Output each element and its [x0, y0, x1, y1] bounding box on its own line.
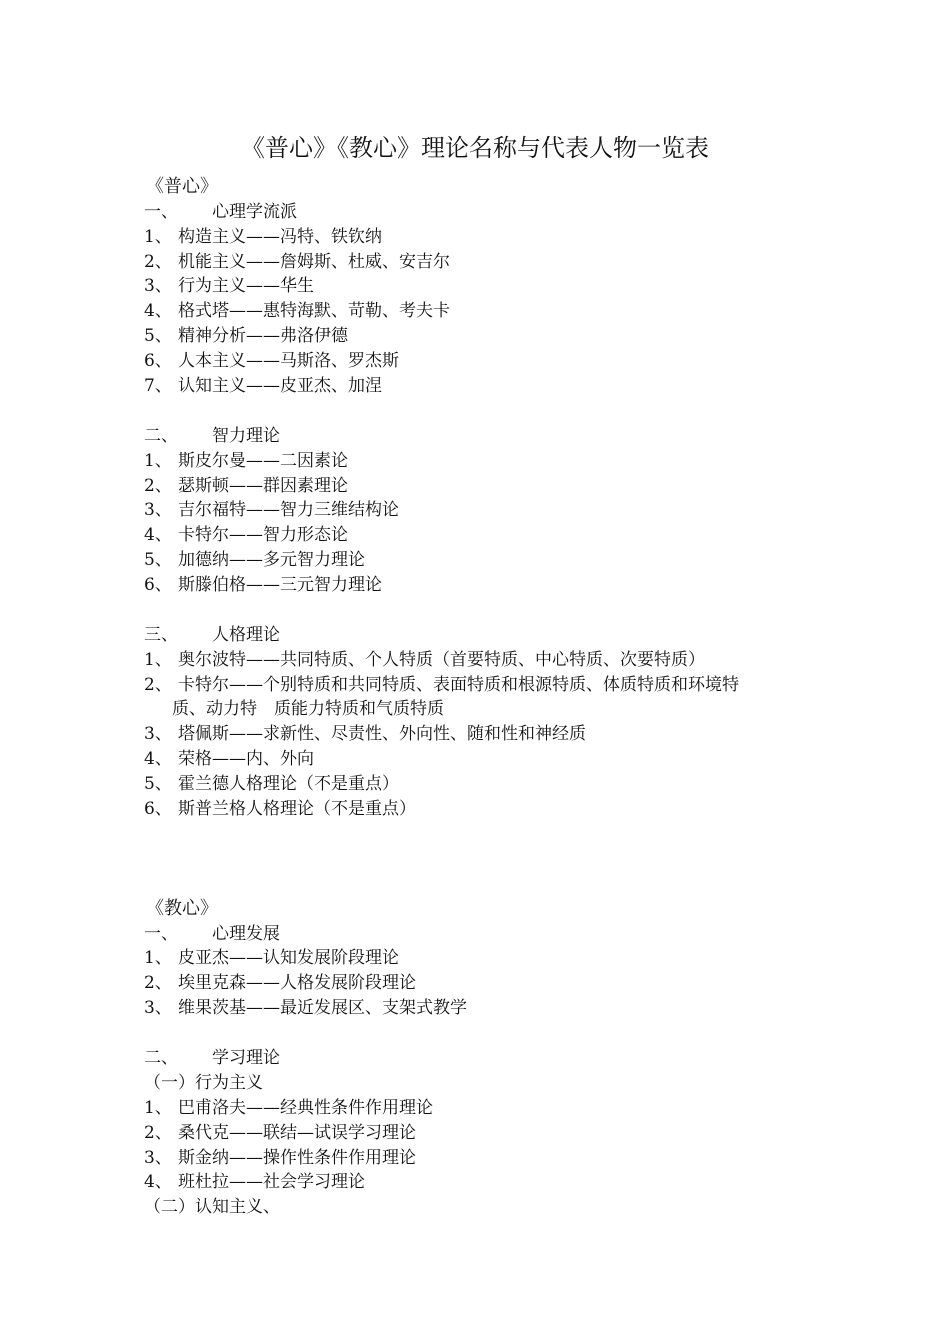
- subsection-heading: （二）认知主义、: [144, 1197, 280, 1217]
- section-heading: 一、 心理发展: [144, 924, 280, 944]
- list-item: 3、 吉尔福特——智力三维结构论: [144, 500, 399, 520]
- list-item: 2、 卡特尔——个别特质和共同特质、表面特质和根源特质、体质特质和环境特: [144, 675, 739, 695]
- list-item: 2、 埃里克森——人格发展阶段理论: [144, 973, 416, 993]
- subsection-heading: （一）行为主义: [144, 1073, 263, 1093]
- list-item: 4、 班杜拉——社会学习理论: [144, 1172, 365, 1192]
- list-item: 3、 行为主义——华生: [144, 276, 314, 296]
- list-item: 2、 桑代克——联结—试误学习理论: [144, 1123, 416, 1143]
- puxin-heading: 《普心》: [146, 176, 218, 197]
- list-item: 5、 加德纳——多元智力理论: [144, 550, 365, 570]
- list-item: 4、 荣格——内、外向: [144, 749, 314, 769]
- list-item: 2、 机能主义——詹姆斯、杜威、安吉尔: [144, 252, 450, 272]
- list-item: 6、 斯滕伯格——三元智力理论: [144, 575, 382, 595]
- list-item: 1、 皮亚杰——认知发展阶段理论: [144, 948, 399, 968]
- list-item: 3、 塔佩斯——求新性、尽责性、外向性、随和性和神经质: [144, 724, 586, 744]
- list-item: 1、 构造主义——冯特、铁钦纳: [144, 227, 382, 247]
- list-item: 3、 维果茨基——最近发展区、支架式教学: [144, 998, 467, 1018]
- list-item-continuation: 质、动力特 质能力特质和气质特质: [172, 699, 444, 719]
- list-item: 2、 瑟斯顿——群因素理论: [144, 476, 348, 496]
- list-item: 1、 巴甫洛夫——经典性条件作用理论: [144, 1098, 433, 1118]
- list-item: 5、 霍兰德人格理论（不是重点）: [144, 774, 399, 794]
- document-title: 《普心》《教心》理论名称与代表人物一览表: [241, 134, 709, 162]
- section-heading: 二、 学习理论: [144, 1048, 280, 1068]
- section-heading: 三、 人格理论: [144, 625, 280, 645]
- list-item: 6、 斯普兰格人格理论（不是重点）: [144, 799, 416, 819]
- list-item: 6、 人本主义——马斯洛、罗杰斯: [144, 351, 399, 371]
- list-item: 4、 卡特尔——智力形态论: [144, 525, 348, 545]
- list-item: 5、 精神分析——弗洛伊德: [144, 326, 348, 346]
- list-item: 3、 斯金纳——操作性条件作用理论: [144, 1148, 416, 1168]
- list-item: 4、 格式塔——惠特海默、苛勒、考夫卡: [144, 301, 450, 321]
- jiaoxin-heading: 《教心》: [146, 898, 218, 919]
- list-item: 7、 认知主义——皮亚杰、加涅: [144, 376, 382, 396]
- section-heading: 二、 智力理论: [144, 426, 280, 446]
- list-item: 1、 奥尔波特——共同特质、个人特质（首要特质、中心特质、次要特质）: [144, 650, 705, 670]
- list-item: 1、 斯皮尔曼——二因素论: [144, 451, 348, 471]
- section-heading: 一、 心理学流派: [144, 202, 297, 222]
